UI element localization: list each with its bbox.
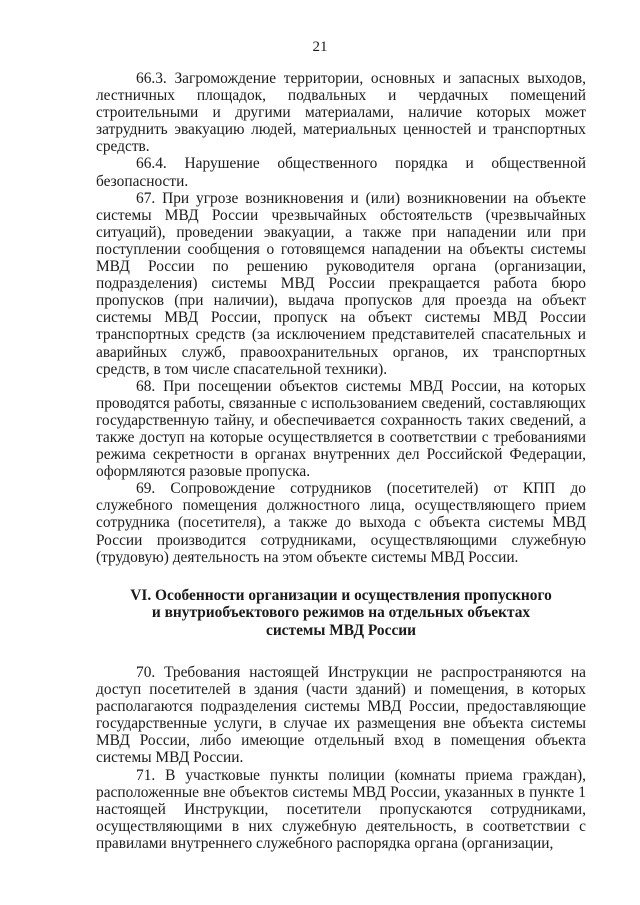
section-heading: [96, 587, 586, 639]
paragraph-67: 67. При угрозе возникновения и (или) возникновении на объекте системы МВД России чрезвычайных обстоятельств (чрезвычайных ситуаций), проведении эвакуации, а также при нападении или при поступлении сообщения о готовящемся нападении на объекты системы МВД России по решению руководителя органа (организации, подразделения) системы МВД России прекращается работа бюро пропусков (при наличии), выдача пропусков для проезда на объект системы МВД России, пропуск на объект системы МВД России транспортных средств (за исключением представителей спасательных и аварийных служб, правоохранительных органов, их транспортных средств, в том числе спасательной техники).: [96, 189, 586, 378]
section-heading-line-1: VI. Особенности организации и осуществления пропускного: [130, 586, 552, 604]
paragraph-70: 70. Требования настоящей Инструкции не распространяются на доступ посетителей в здания (части зданий) и помещения, в которых располагаются подразделения системы МВД России, предоставляющие государственные услуги, в случае их размещения вне объекта системы МВД России, либо имеющие отдельный вход в помещения объекта системы МВД России.: [96, 663, 586, 767]
paragraph-66-3: 66.3. Загромождение территории, основных и запасных выходов, лестничных площадок, подвальных и чердачных помещений строительными и другими материалами, наличие которых может затруднить эвакуацию людей, материальных ценностей и транспортных средств.: [96, 70, 586, 156]
paragraph-68: 68. При посещении объектов системы МВД России, на которых проводятся работы, связанные с использованием сведений, составляющих государственную тайну, и обеспечивается сохранность таких сведений, а также доступ на которые осуществляется в соответствии с требованиями режима секретности в органах внутренних дел Российской Федерации, оформляются разовые пропуска.: [96, 377, 586, 481]
document-body: [96, 70, 586, 852]
paragraph-69: 69. Сопровождение сотрудников (посетителей) от КПП до служебного помещения должностного лица, осуществляющего прием сотрудника (посетителя), а также до выхода с объекта системы МВД России производится сотрудниками, осуществляющими служебную (трудовую) деятельность на этом объекте системы МВД России.: [96, 480, 586, 566]
paragraph-66-4: 66.4. Нарушение общественного порядка и общественной безопасности.: [96, 155, 586, 190]
section-heading-line-3: системы МВД России: [265, 621, 417, 639]
section-heading-line-2: и внутриобъектового режимов на отдельных объектах: [151, 604, 531, 622]
page-number: 21: [312, 39, 328, 55]
paragraph-71: 71. В участковые пункты полиции (комнаты приема граждан), расположенные вне объектов системы МВД России, указанных в пункте 1 настоящей Инструкции, посетители пропускаются сотрудниками, осуществляющими в них служебную деятельность, в соответствии с правилами внутреннего служебного распорядка органа (организации,: [96, 766, 586, 852]
